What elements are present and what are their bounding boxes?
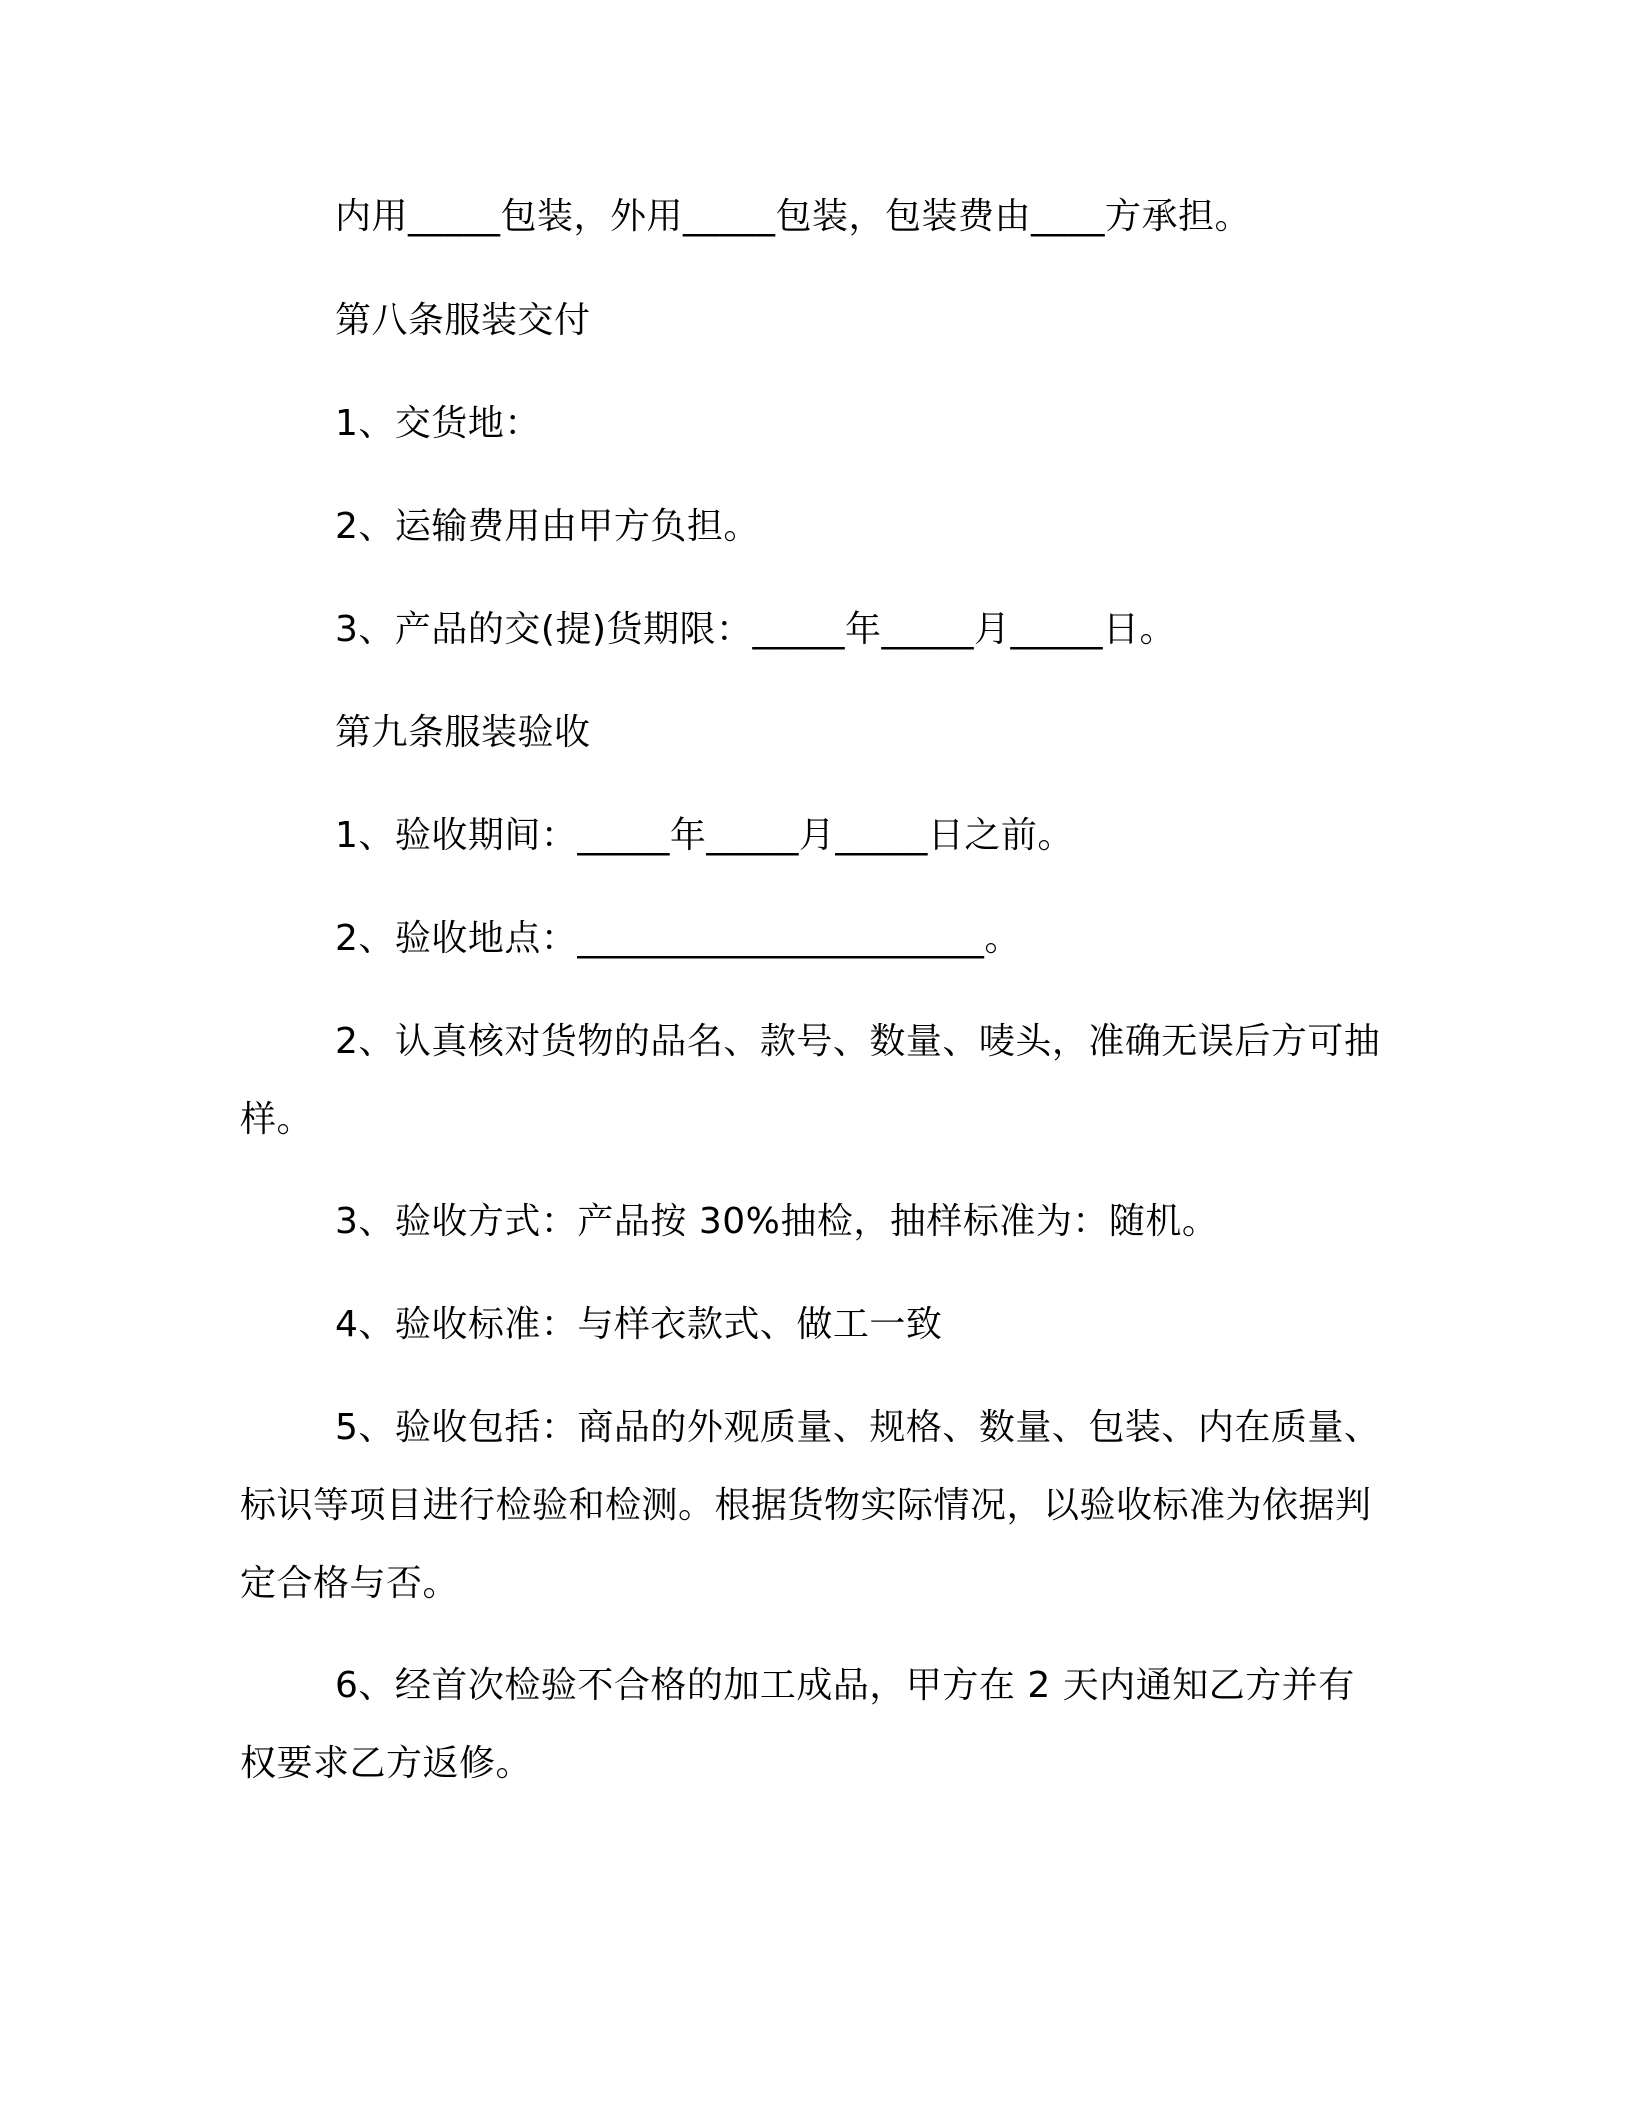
packaging-clause: 内用_____包装，外用_____包装，包装费由____方承担。 bbox=[335, 196, 1252, 237]
acceptance-location: 2、验收地点：______________________。 bbox=[335, 918, 1021, 959]
delivery-deadline: 3、产品的交(提)货期限：_____年_____月_____日。 bbox=[335, 609, 1176, 650]
delivery-location: 1、交货地： bbox=[335, 403, 541, 444]
acceptance-period: 1、验收期间：_____年_____月_____日之前。 bbox=[335, 815, 1074, 856]
transport-cost: 2、运输费用由甲方负担。 bbox=[335, 506, 760, 547]
acceptance-scope: 5、验收包括：商品的外观质量、规格、数量、包装、内在质量、标识等项目进行检验和检测。根据货物实际情况，以验收标准为依据判定合格与否。 bbox=[240, 1407, 1381, 1604]
article-9-heading: 第九条服装验收 bbox=[335, 712, 591, 753]
acceptance-method: 3、验收方式：产品按 30%抽检，抽样标准为：随机。 bbox=[335, 1201, 1219, 1242]
acceptance-standard: 4、验收标准：与样衣款式、做工一致 bbox=[335, 1304, 943, 1345]
article-8-heading: 第八条服装交付 bbox=[335, 300, 591, 341]
rework-clause: 6、经首次检验不合格的加工成品，甲方在 2 天内通知乙方并有权要求乙方返修。 bbox=[240, 1665, 1355, 1784]
verification-clause: 2、认真核对货物的品名、款号、数量、唛头，准确无误后方可抽样。 bbox=[240, 1021, 1381, 1140]
